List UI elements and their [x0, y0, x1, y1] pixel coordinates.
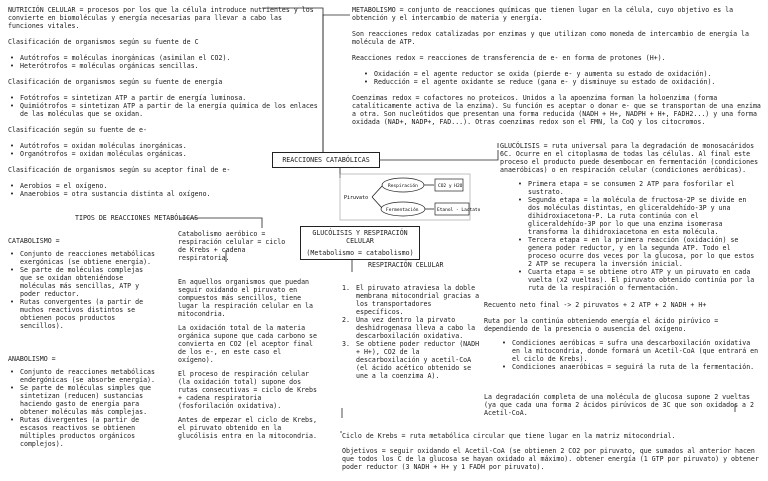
- list-item: • Autótrofos = moléculas inorgánicas (asimilan el CO2).: [8, 54, 320, 62]
- aerobic-paragraph: Antes de empezar el ciclo de Krebs, el piruvato obtenido en la glucólisis entra en la mitocondria.: [178, 416, 317, 440]
- redox-definition: Reacciones redox = reacciones de transferencia de e- en forma de protones (H+).: [352, 54, 666, 62]
- list-item: • Rutas divergentes (a partir de escasos reactivos se obtienen múltiples productos orgánicos complejos).: [8, 416, 158, 448]
- glucose-degradation: La degradación completa de una molécula de glucosa supone 2 vueltas (ya que cada una forma 2 ácidos pirúvicos de 3C que son oxidados a 2 Acetil-CoA.: [484, 393, 754, 417]
- catabolic-reactions-label: REACCIONES CATABÓLICAS: [282, 156, 370, 164]
- list-item: • Condiciones aeróbicas = sufra una descarboxilación oxidativa en la mitocondria, donde formará un Acetil-CoA (que entrará en el ciclo de Krebs).: [500, 339, 762, 363]
- glycolysis-stages: [500, 180, 762, 292]
- list-item: • Fotótrofos = sintetizan ATP a partir de energía luminosa.: [8, 94, 320, 102]
- co2-label: CO2 y H2O: [438, 184, 463, 189]
- glycolysis-net: Recuento neto final -> 2 piruvatos + 2 ATP + 2 NADH + H+: [484, 301, 707, 309]
- krebs-objectives: Objetivos = seguir oxidando el Acetil-CoA (se obtienen 2 CO2 por piruvato, que sumados al anterior hacen que todos los C de la glucosa se hayan oxidado al máximo). obtener energía (1 GTP por piruvato) y obtener poder reductor (3 NADH + H+ y 1 FADH por piruvato).: [342, 447, 759, 471]
- aerobic-paragraph: El proceso de respiración celular (la oxidación total) supone dos rutas consecutivas = ciclo de Krebs + cadena respiratoria (fosforilación oxidativa).: [178, 370, 317, 410]
- acceptor-list: [8, 182, 320, 198]
- catabolic-reactions-box: [272, 152, 380, 168]
- list-item: • Conjunto de reacciones metabólicas exergónicas (se obtiene energía).: [8, 250, 158, 266]
- pathway-paragraph: Ruta por la continúa obteniendo energía el ácido pirúvico = dependiendo de la presencia o ausencia del oxígeno.: [484, 317, 719, 333]
- respiration-label: Respiración: [388, 184, 418, 189]
- energy-source-list: [8, 94, 320, 118]
- catabolism-section: [8, 237, 158, 330]
- glycolysis-section: [500, 142, 762, 292]
- pyruvate-label: Piruvato: [344, 195, 369, 201]
- carbon-source-list: [8, 54, 320, 70]
- respiration-list: [340, 284, 480, 380]
- conditions-list: [484, 339, 762, 371]
- redox-intro: Son reacciones redox catalizadas por enzimas y que utilizan como moneda de intercambio de energía la molécula de ATP.: [352, 30, 749, 46]
- respiration-title: RESPIRACIÓN CELULAR: [368, 261, 444, 269]
- electron-source-title: Clasificación según su fuente de e-: [8, 126, 147, 134]
- list-item: • Reducción = el agente oxidante se reduce (gana e- y disminuye su estado de oxidación).: [362, 78, 762, 86]
- pathway-diagram: [338, 172, 481, 222]
- glycolysis-definition: GLUCÓLISIS = ruta universal para la degradación de monosacáridos 6C. Ocurre en el citoplasma de todas las células. Al final este proceso el producto puede desembocar en fermentación (condiciones anaeróbicas) o en respiración celular (condiciones aeróbicas).: [500, 142, 759, 174]
- list-item: • Primera etapa = se consumen 2 ATP para fosforilar el sustrato.: [516, 180, 762, 196]
- aerobic-definition: Catabolismo aeróbico = respiración celular = ciclo de Krebs + cadena respiratoria.: [178, 230, 286, 262]
- types-title: TIPOS DE REACCIONES METABÓLICAS: [75, 214, 199, 222]
- glycolysis-box-title: GLUCÓLISIS Y RESPIRACIÓN CELULAR: [312, 229, 408, 245]
- aerobic-details: [178, 278, 318, 440]
- list-item: • Organótrofos = oxidan moléculas orgánicas.: [8, 150, 320, 158]
- coenzymes-paragraph: Coenzimas redox = cofactores no proteicos. Unidos a la apoenzima forman la holoenzima (forma catalíticamente activa de la enzima). Su función es aceptar o donar e- que se transportan de una enzima a otra. Son nucleótidos que presentan una forma reducida (NADH + H+, NADPH + H+, FADH2...) y una forma oxidada (NAD+, NADP+, FAD...). Otras coenzimas redox son el FMN, la CoQ y los citocromos.: [352, 94, 761, 126]
- acceptor-title: Clasificación de organismos según su aceptor final de e-: [8, 166, 231, 174]
- list-item: • Cuarta etapa = se obtiene otro ATP y un piruvato en cada vuelta (x2 vueltas). El piruvato obtenido continúa por la ruta de la respiración o fermentación.: [516, 268, 762, 292]
- list-item: • Autótrofos = oxidan moléculas inorgánicas.: [8, 142, 320, 150]
- ethanol-label: Etanol - Lactato: [437, 208, 481, 213]
- connector-catabolic-glycolysis: [380, 150, 498, 160]
- pyruvic-pathway: [484, 317, 762, 371]
- list-item: • Segunda etapa = la molécula de fructosa-2P se divide en dos moléculas distintas, en gliceraldehído-3P y una dihidroxiacetona-P. La ruta continúa con el gliceraldehído-3P por lo que una enzima isomerasa transforma la dihidroxiacetona en esta molécula.: [516, 196, 762, 236]
- list-item: • Oxidación = el agente reductor se oxida (pierde e- y aumenta su estado de oxidación).: [362, 70, 762, 78]
- krebs-definition: Ciclo de Krebs = ruta metabólica circular que tiene lugar en la matriz mitocondrial.: [342, 432, 676, 440]
- aerobic-paragraph: En aquellos organismos que puedan seguir oxidando el piruvato en compuestos más sencillos, tiene lugar la respiración celular en la mitocondria.: [178, 278, 313, 318]
- glycolysis-respiration-box: [300, 226, 420, 260]
- list-item: • Heterótrofos = moléculas orgánicas sencillas.: [8, 62, 320, 70]
- list-item: • Se parte de moléculas complejas que se oxidan obteniéndose moléculas más sencillas, ATP y poder reductor.: [8, 266, 158, 298]
- list-item: Una vez dentro la pirvato deshidrogenasa lleva a cabo la descarboxilación oxidativa.: [356, 316, 476, 340]
- list-item: • Rutas convergentes (a partir de muchos reactivos distintos se obtienen pocos productos sencillos).: [8, 298, 158, 330]
- glycolysis-box-subtitle: (Metabolismo = catabolismo): [306, 249, 414, 257]
- catabolism-title: CATABOLISMO =: [8, 237, 60, 245]
- list-item: • Anaerobios = otra sustancia distinta al oxígeno.: [8, 190, 320, 198]
- metabolism-definition: METABOLISMO = conjunto de reacciones químicas que tienen lugar en la célula, cuyo objetivo es la obtención y el intercambio de materia y energía.: [352, 6, 734, 22]
- list-item: • Quimiótrofos = sintetizan ATP a partir de la energía química de los enlaces de las moléculas que se oxidan.: [8, 102, 320, 118]
- carbon-source-title: Clasificación de organismos según su fuente de C: [8, 38, 199, 46]
- aerobic-paragraph: La oxidación total de la materia orgánica supone que cada carbono se convierta en CO2 (el aceptor final de los e-, en este caso el oxígeno).: [178, 324, 317, 364]
- catabolism-list: [8, 250, 158, 330]
- list-item: • Condiciones anaeróbicas = seguirá la ruta de la fermentación.: [500, 363, 762, 371]
- nutrition-definition: NUTRICIÓN CELULAR = procesos por los que la célula introduce nutrientes y los convierte en biomoléculas y energía necesarias para llevar a cabo las funciones vitales.: [8, 6, 314, 30]
- list-item: • Aerobios = el oxígeno.: [8, 182, 320, 190]
- redox-list: [352, 70, 762, 86]
- respiration-steps: [340, 284, 480, 380]
- list-item: El piruvato atraviesa la doble membrana mitocondrial gracias a los transportadores específicos.: [356, 284, 480, 316]
- list-item: • Se parte de moléculas simples que sintetizan (reducen) sustancias haciendo gasto de energía para obtener moléculas más complejas.: [8, 384, 158, 416]
- anabolism-section: [8, 355, 158, 448]
- energy-source-title: Clasificación de organismos según su fuente de energía: [8, 78, 223, 86]
- connector-metabolism: [323, 15, 350, 152]
- list-item: • Conjunto de reacciones metabólicas endergónicas (se absorbe energía).: [8, 368, 158, 384]
- metabolism-section: [352, 6, 762, 126]
- anabolism-title: ANABOLISMO =: [8, 355, 56, 363]
- list-item: • Tercera etapa = en la primera reacción (oxidación) se genera poder reductor, y en la segunda ATP. Todo el proceso ocurre dos veces por la glucosa, por lo que estos 2 ATP se recupera la inversión inicial.: [516, 236, 762, 268]
- anabolism-list: [8, 368, 158, 448]
- list-item: Se obtiene poder reductor (NADH + H+), CO2 de la descarboxilación y acetil-CoA (el ácido acético obtenido se une a la coenzima A).: [356, 340, 480, 380]
- nutrition-section: [8, 6, 320, 198]
- aerobic-catabolism-section: [178, 230, 296, 262]
- fermentation-label: Fermentación: [386, 208, 419, 213]
